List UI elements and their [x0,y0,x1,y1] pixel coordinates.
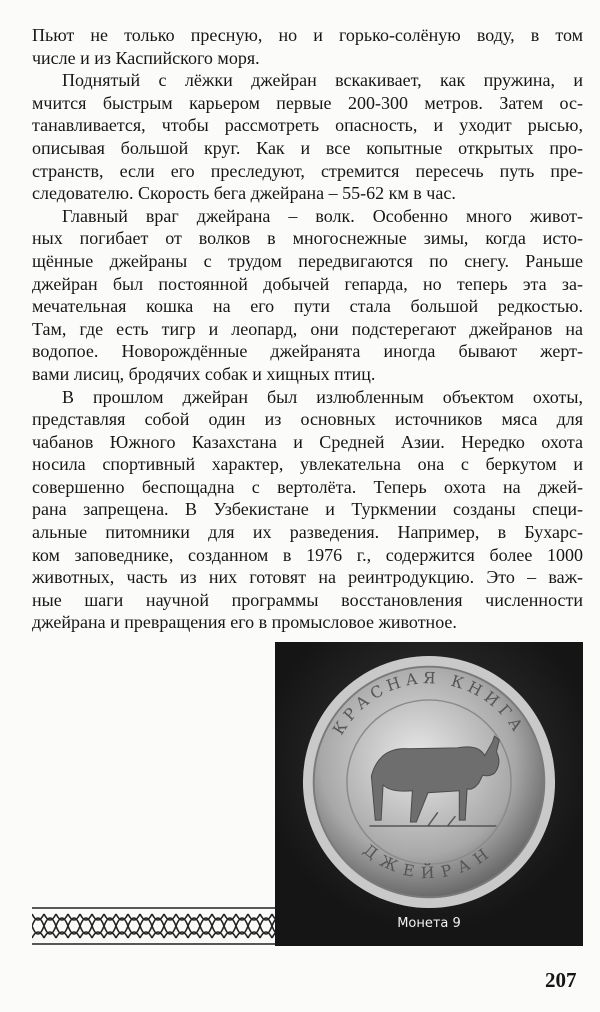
figure-caption: Монета 9 [397,916,461,931]
body-text [32,24,583,634]
text-line: рана запрещена. В Узбекистане и Туркмении созданы специ- [32,499,583,520]
text-line: носила спортивный характер, увлекательна она с беркутом и [32,454,583,475]
text-line: джейран был постоянной добычей гепарда, но теперь эта за- [32,273,583,294]
text-line: танавливается, чтобы рассмотреть опасность, и уходит рысью, [32,115,583,136]
svg-text:КРАСНАЯ КНИГА: КРАСНАЯ КНИГА [328,668,530,739]
text-line: В прошлом джейран был излюбленным объектом охоты, [62,386,583,407]
text-line: животных, часть из них готовят на реинтродукцию. Это – важ- [32,567,583,588]
text-line: вами лисиц, бродячих собак и хищных птиц. [32,363,376,384]
text-line: Поднятый с лёжки джейран вскакивает, как пружина, и [62,70,583,91]
text-line: джейрана и превращения его в промысловое животное. [32,612,457,633]
text-line: Там, где есть тигр и леопард, они подстерегают джейранов на [32,318,583,339]
text-line: следователю. Скорость бега джейрана – 55-62 км в час. [32,183,456,204]
text-line: совершенно беспощадна с вертолёта. Теперь охота на джей- [32,476,583,497]
text-line: альные питомники для их разведения. Например, в Бухарс- [32,522,583,543]
text-line: мчится быстрым карьером первые 200-300 метров. Затем ос- [32,92,583,113]
page-number: 207 [545,968,577,992]
text-line: ком заповеднике, созданном в 1976 г., содержится более 1000 [32,544,583,565]
text-line: описывая большой круг. Как и все копытные открытых про- [32,137,583,158]
coin-figure [275,642,583,946]
text-line: мечательная кошка на его пути стала большой редкостью. [32,296,583,317]
coin-image [301,654,557,910]
text-line: чабанов Южного Казахстана и Средней Азии. Нередко охота [32,431,583,452]
text-line: ных погибает от волков в многоснежные зимы, когда исто- [32,228,583,249]
text-line: странств, если его преследуют, стремится пересечь путь пре- [32,160,583,181]
text-line: Главный враг джейрана – волк. Особенно много живот- [62,205,583,226]
text-line: Пьют не только пресную, но и горько-солёную воду, в том [32,25,583,45]
text-line: водопое. Новорождённые джейранята иногда бывают жерт- [32,341,583,362]
svg-text:ДЖЕЙРАН: ДЖЕЙРАН [359,840,499,883]
text-line: щённые джейраны с трудом передвигаются по снегу. Раньше [32,250,583,271]
text-line: числе и из Каспийского моря. [32,47,260,68]
text-line: представляя собой один из основных источников мяса для [32,409,583,430]
decorative-border [32,906,275,946]
text-line: ные шаги научной программы восстановления численности [32,589,583,610]
